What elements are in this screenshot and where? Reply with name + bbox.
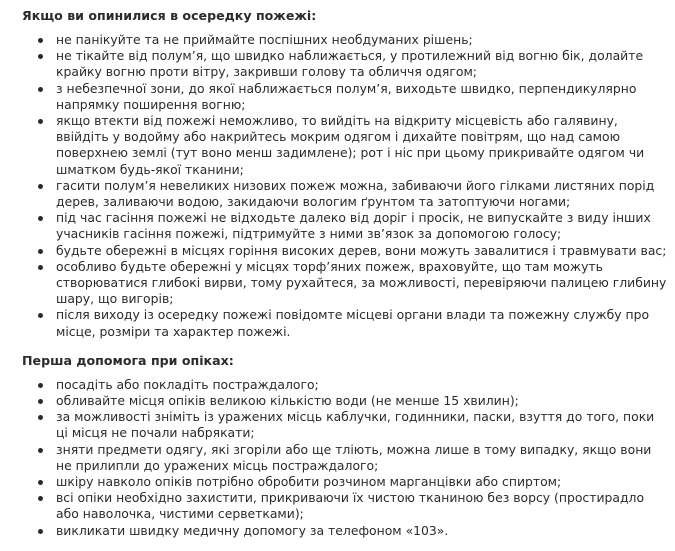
list-item-text: будьте обережні в місцях горіння високих дерев, вони можуть завалитися і травмувати вас; [56, 242, 667, 258]
list-item [22, 442, 670, 474]
list-item-text: з небезпечної зони, до якої наближається полум’я, виходьте швидко, перпендикулярно напрямку поширення вогню; [56, 80, 637, 112]
bullet-icon [38, 210, 48, 221]
list-item [22, 377, 670, 393]
bullet-icon [38, 259, 48, 270]
list-item [22, 307, 670, 339]
burns-section-title: Перша допомога при опіках: [22, 352, 234, 368]
first-aid-list [22, 377, 670, 539]
bullet-icon [38, 393, 48, 404]
list-item [22, 48, 670, 80]
list-item [22, 523, 670, 539]
bullet-icon [38, 409, 48, 420]
bullet-icon [38, 178, 48, 189]
list-item [22, 409, 670, 441]
list-item [22, 210, 670, 242]
bullet-icon [38, 377, 48, 388]
bullet-icon [38, 474, 48, 485]
bullet-icon [38, 243, 48, 254]
fire-instructions-list [22, 32, 670, 340]
bullet-icon [38, 81, 48, 92]
list-item-text: не тікайте від полум’я, що швидко наближається, у протилежний від вогню бік, долайте крайку вогню проти вітру, закривши голову та обличчя одягом; [56, 48, 644, 80]
list-item-text: за можливості зніміть із уражених місць каблучки, годинники, паски, взуття до того, поки ці місця не почали набрякати; [56, 409, 655, 441]
list-item [22, 243, 670, 259]
list-item [22, 178, 670, 210]
bullet-icon [38, 113, 48, 124]
list-item-text: якщо втекти від пожежі неможливо, то вийдіть на відкриту місцевість або галявину, ввійдіть у водойму або накрийтесь мокрим одягом і дихайте повітрям, що над самою поверхнею землі (тут воно менш задимлене); рот і ніс при цьому прикривайте одягом чи шматком будь-якої тканини; [56, 113, 645, 177]
bullet-icon [38, 442, 48, 453]
list-item-text: викликати швидку медичну допомогу за телефоном «103». [56, 522, 449, 538]
list-item [22, 32, 670, 48]
fire-section-title: Якщо ви опинилися в осередку пожежі: [22, 8, 317, 23]
list-item-text: всі опіки необхідно захистити, прикриваючи їх чистою тканиною без ворсу (простирадло або наволочка, чистими серветками); [56, 490, 645, 522]
bullet-icon [38, 48, 48, 59]
list-item [22, 393, 670, 409]
list-item-text: посадіть або покладіть постраждалого; [56, 376, 319, 392]
list-item-text: під час гасіння пожежі не відходьте далеко від доріг і просік, не випускайте з виду інших учасників гасіння пожежі, підтримуйте з ними зв’язок за допомогою голосу; [56, 210, 651, 242]
list-item-text: не панікуйте та не приймайте поспішних необдуманих рішень; [56, 32, 473, 47]
list-item-text: обливайте місця опіків великою кількістю води (не менше 15 хвилин); [56, 393, 519, 409]
bullet-icon [38, 307, 48, 318]
bullet-icon [38, 32, 48, 43]
list-item [22, 259, 670, 308]
list-item [22, 81, 670, 113]
list-item [22, 113, 670, 178]
list-item-text: особливо будьте обережні у місцях торф’яних пожеж, враховуйте, що там можуть створюватися глибокі вирви, тому рухайтеся, за можливості, перевіряючи палицею глибину шару, що вигорів; [56, 258, 667, 307]
list-item [22, 474, 670, 490]
bullet-icon [38, 490, 48, 501]
list-item [22, 490, 670, 522]
list-item-text: зняти предмети одягу, які згоріли або ще тліють, можна лише в тому випадку, якщо вони не прилипли до уражених місць постраждалого; [56, 441, 652, 473]
list-item-text: гасити полум’я невеликих низових пожеж можна, забиваючи його гілками листяних порід дерев, заливаючи водою, закидаючи вологим ґрунтом та затоптуючи ногами; [56, 177, 655, 210]
list-item-text: після виходу із осередку пожежі повідомте місцеві органи влади та пожежну службу про місце, розміри та характер пожежі. [56, 307, 650, 339]
list-item-text: шкіру навколо опіків потрібно обробити розчином марганцівки або спиртом; [56, 474, 562, 490]
bullet-icon [38, 523, 48, 534]
article-content [22, 7, 670, 539]
